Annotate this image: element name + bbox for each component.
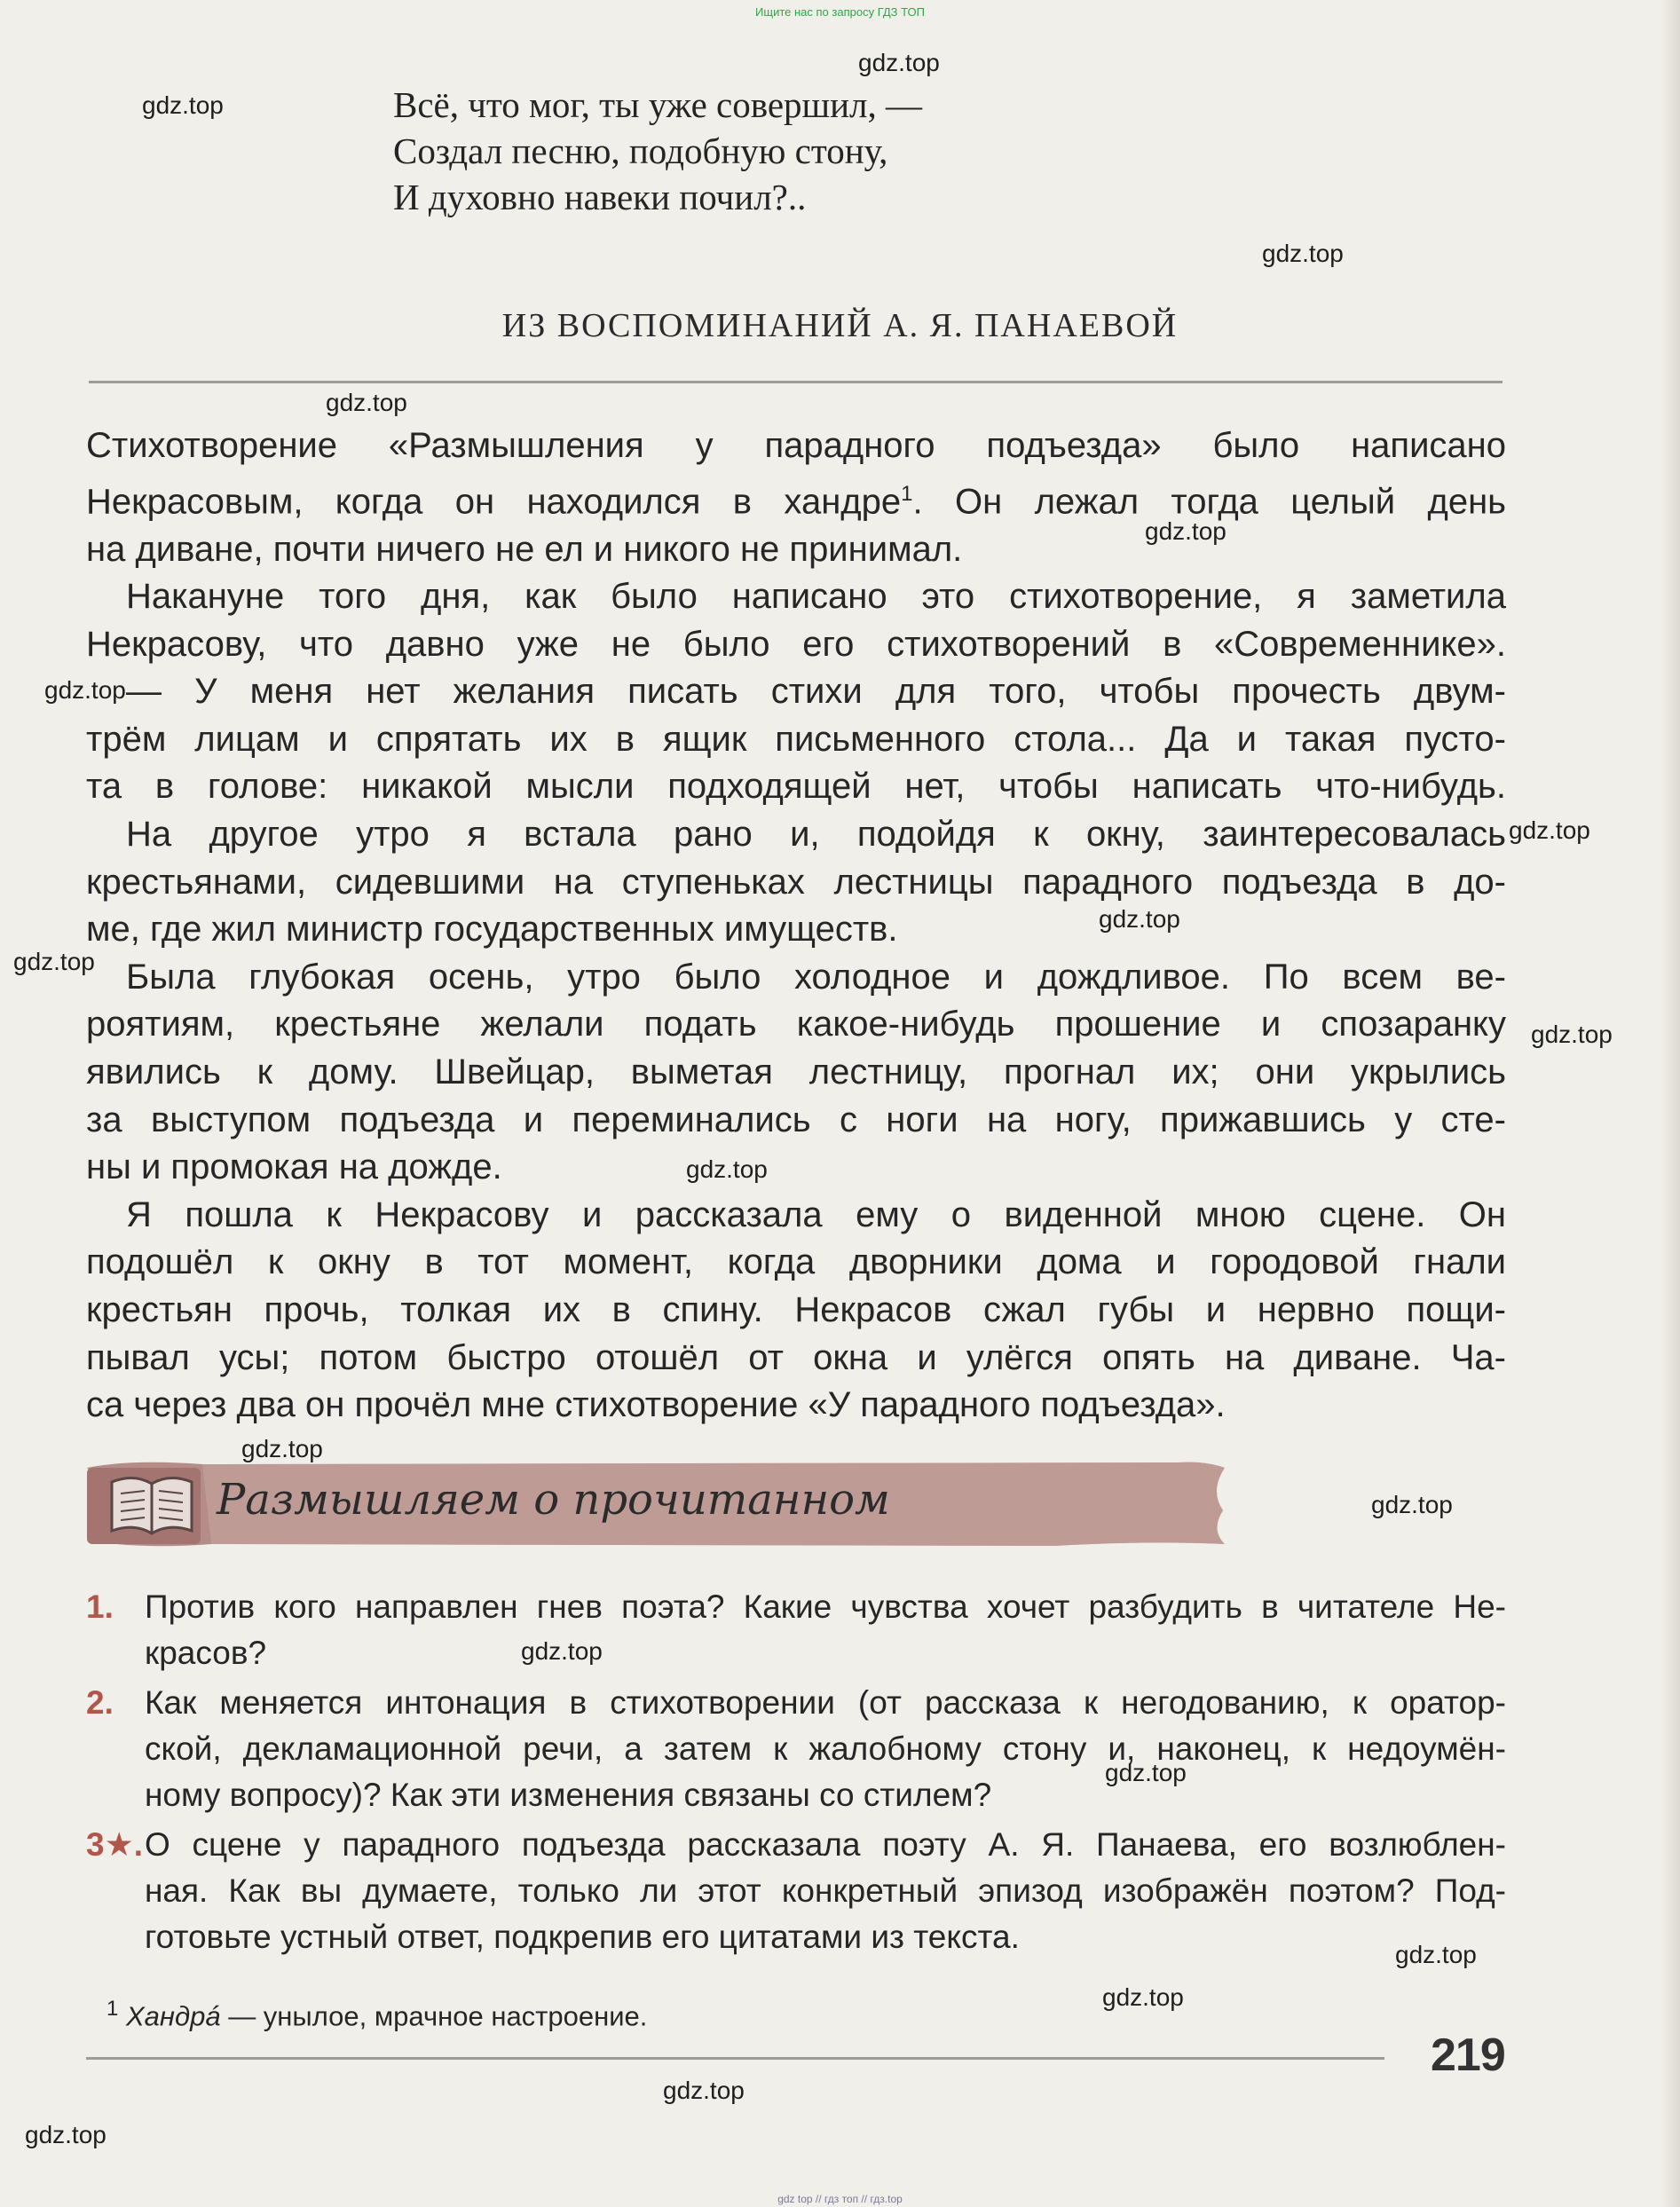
text-line: крестьянами, сидевшими на ступеньках лестницы парадного подъезда в до- [86, 862, 1506, 902]
page-number: 219 [1431, 2030, 1505, 2081]
footnote-mark: 1 [106, 1997, 119, 2021]
question-number: 2. [86, 1684, 114, 1721]
text-line: пывал усы; потом быстро отошёл от окна и улёгся опять на диване. Ча- [86, 1337, 1506, 1377]
text-line: Я пошла к Некрасову и рассказала ему о виденной мною сцене. Он [126, 1194, 1506, 1234]
question-line: О сцене у парадного подъезда рассказала поэту А. Я. Панаева, его возлюблен- [145, 1826, 1506, 1863]
paragraph [86, 811, 1506, 954]
question-item [86, 1584, 1506, 1676]
text-line: та в голове: никакой мысли подходящей нет, чтобы написать что-нибудь. [86, 767, 1506, 807]
question-line: готовьте устный ответ, подкрепив его цитатами из текста. [145, 1919, 1020, 1955]
paragraph [86, 1192, 1506, 1430]
paragraph [86, 954, 1506, 1192]
footnote-ref: 1 [901, 481, 913, 506]
text-line: роятиям, крестьяне желали подать какое-нибудь прошение и спозаранку [86, 1005, 1506, 1044]
footnote-definition: — унылое, мрачное настроение. [220, 2000, 648, 2032]
site-top-link[interactable]: Ищите нас по запросу ГДЗ ТОП [755, 5, 925, 19]
paragraph [86, 422, 1506, 573]
question-item [86, 1680, 1506, 1818]
watermark: gdz.top [686, 1155, 768, 1183]
watermark: gdz.top [1102, 1983, 1184, 2011]
question-line: ской, декламационной речи, а затем к жалобному стону и, наконец, к недоумён- [145, 1730, 1506, 1767]
watermark: gdz.top [1531, 1021, 1613, 1048]
poem-excerpt [393, 82, 922, 220]
watermark: gdz.top [241, 1435, 323, 1462]
text-line: Накануне того дня, как было написано это стихотворение, я заметила [126, 577, 1506, 617]
watermark: gdz.top [1145, 517, 1226, 545]
question-number: 1. [86, 1588, 114, 1625]
watermark: gdz.top [663, 2077, 745, 2104]
question-item [86, 1822, 1506, 1960]
poem-line: Создал песню, подобную стону, [393, 130, 888, 171]
question-line: Против кого направлен гнев поэта? Какие чувства хочет разбудить в читателе Не- [145, 1588, 1506, 1625]
section-heading: ИЗ ВОСПОМИНАНИЙ А. Я. ПАНАЕВОЙ [501, 307, 1179, 344]
watermark: gdz.top [1099, 905, 1180, 933]
text-line: за выступом подъезда и переминались с ноги на ногу, прижавшись у сте- [86, 1100, 1506, 1139]
watermark: gdz.top [521, 1637, 603, 1665]
watermark: gdz.top [1105, 1759, 1187, 1786]
text-line: са через два он прочёл мне стихотворение «У парадного подъезда». [86, 1385, 1226, 1425]
text-line: на диване, почти ничего не ел и никого не принимал. [86, 529, 963, 569]
poem-line: Всё, что мог, ты уже совершил, — [393, 84, 923, 125]
question-line: красов? [145, 1635, 267, 1671]
site-bottom-link[interactable]: gdz top // гдз топ // гдз.top [777, 2193, 903, 2205]
watermark: gdz.top [858, 49, 940, 76]
text-line: Была глубокая осень, утро было холодное и дождливое. По всем ве- [126, 957, 1506, 997]
text-line: Стихотворение «Размышления у парадного подъезда» было написано [86, 426, 1506, 465]
paragraph [86, 668, 1506, 811]
text-line: Некрасовым, когда он находился в хандре$^1$. Он лежал тогда целый день [86, 481, 1506, 521]
open-book-icon [103, 1464, 201, 1544]
paragraph [86, 573, 1506, 668]
watermark: gdz.top [326, 389, 407, 416]
watermark: gdz.top [1395, 1941, 1477, 1968]
watermark: gdz.top [1509, 816, 1590, 844]
text-line: Некрасову, что давно уже не было его стихотворений в «Современнике». [86, 624, 1506, 664]
watermark: gdz.top [25, 2121, 106, 2148]
text-line: явились к дому. Швейцар, выметая лестницу, прогнал их; они укрылись [86, 1052, 1506, 1092]
footnote-term: Хандрá [125, 2000, 221, 2032]
reflection-banner [78, 1455, 1232, 1551]
watermark: gdz.top [13, 948, 95, 975]
text-line: ны и промокая на дожде. [86, 1147, 502, 1187]
question-line: ная. Как вы думаете, только ли этот конкретный эпизод изображён поэтом? Под- [145, 1872, 1506, 1909]
poem-line: И духовно навеки почил?.. [393, 177, 807, 217]
question-line: ному вопросу)? Как эти изменения связаны со стилем? [145, 1777, 992, 1813]
text-line: крестьян прочь, толкая их в спину. Некрасов сжал губы и нервно пощи- [86, 1290, 1506, 1330]
question-number: 3★. [86, 1826, 144, 1863]
question-line: Как меняется интонация в стихотворении (от рассказа к негодованию, к оратор- [145, 1684, 1506, 1721]
watermark: gdz.top [1262, 240, 1344, 267]
text-line: — У меня нет желания писать стихи для того, чтобы прочесть двум- [126, 672, 1506, 712]
banner-title: Размышляем о прочитанном [217, 1475, 890, 1525]
memoir-text [86, 422, 1506, 1430]
text-line: ме, где жил министр государственных имуществ. [86, 910, 898, 950]
footnote [106, 1997, 647, 2032]
question-list [86, 1584, 1506, 1964]
text-line: На другое утро я встала рано и, подойдя к окну, заинтересовалась [126, 815, 1506, 855]
text-line: подошёл к окну в тот момент, когда дворники дома и городовой гнали [86, 1242, 1506, 1282]
watermark: gdz.top [1371, 1491, 1453, 1518]
watermark: gdz.top [142, 91, 224, 119]
watermark: gdz.top [44, 676, 126, 704]
footer-divider [86, 2057, 1384, 2060]
text-line: трём лицам и спрятать их в ящик письменного стола... Да и такая пусто- [86, 719, 1506, 759]
divider [89, 381, 1503, 383]
